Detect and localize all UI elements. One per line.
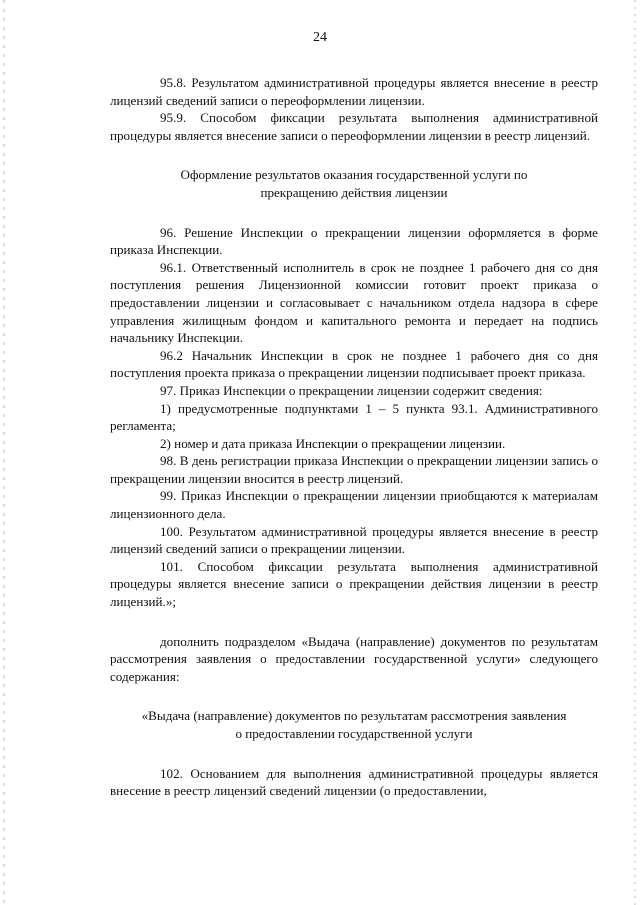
section-heading-termination: Оформление результатов оказания государственной услуги по прекращению действия лицензии [180,167,528,200]
paragraph-97: 97. Приказ Инспекции о прекращении лицензии содержит сведения: [160,382,543,398]
paragraph-add-subsection: дополнить подразделом «Выдача (направление) документов по результатам рассмотрения заявления о предоставлении государственной услуги» следующего содержания: [110,633,598,684]
document-body [110,74,598,800]
paragraph-99: 99. Приказ Инспекции о прекращении лицензии приобщаются к материалам лицензионного дела. [110,488,598,522]
paragraph-97-item-1: 1) предусмотренные подпунктами 1 – 5 пункта 93.1. Административного регламента; [110,400,598,434]
paragraph-98: 98. В день регистрации приказа Инспекции о прекращении лицензии запись о прекращении лицензии вносится в реестр лицензий. [110,453,598,486]
paragraph-96: 96. Решение Инспекции о прекращении лицензии оформляется в форме приказа Инспекции. [110,224,598,258]
paragraph-102: 102. Основанием для выполнения административной процедуры является внесение в реестр лицензий сведений лицензии (о предоставлении, [110,765,598,799]
section-heading-issuance: «Выдача (направление) документов по результатам рассмотрения заявления о предоставлении государственной услуги [141,708,567,741]
scan-left-edge [3,0,5,905]
paragraph-101: 101. Способом фиксации результата выполнения административной процедуры является внесение записи о прекращении действия лицензии в реестр лицензий.»; [110,558,598,610]
paragraph-97-item-2: 2) номер и дата приказа Инспекции о прекращении лицензии. [160,435,506,451]
paragraph-95-9: 95.9. Способом фиксации результата выполнения административной процедуры является внесение записи о переоформлении лицензии в реестр лицензий. [110,110,598,143]
paragraph-100: 100. Результатом административной процедуры является внесение в реестр лицензий сведений записи о прекращении лицензии. [110,523,598,557]
scan-right-edge [634,0,636,905]
paragraph-96-2: 96.2 Начальник Инспекции в срок не позднее 1 рабочего дня со дня поступления проекта приказа о прекращении лицензии подписывает проект приказа. [110,347,598,381]
paragraph-96-1: 96.1. Ответственный исполнитель в срок не позднее 1 рабочего дня со дня поступления решения Лицензионной комиссии готовит проект приказа о предоставлении лицензии и согласовывает с начальником отдела надзора в сфере управления жилищным фондом и капитального ремонта и передает на подпись начальнику Инспекции. [110,259,598,346]
paragraph-95-8: 95.8. Результатом административной процедуры является внесение в реестр лицензий сведений записи о переоформлении лицензии. [110,75,598,108]
page-number: 24 [313,30,327,45]
